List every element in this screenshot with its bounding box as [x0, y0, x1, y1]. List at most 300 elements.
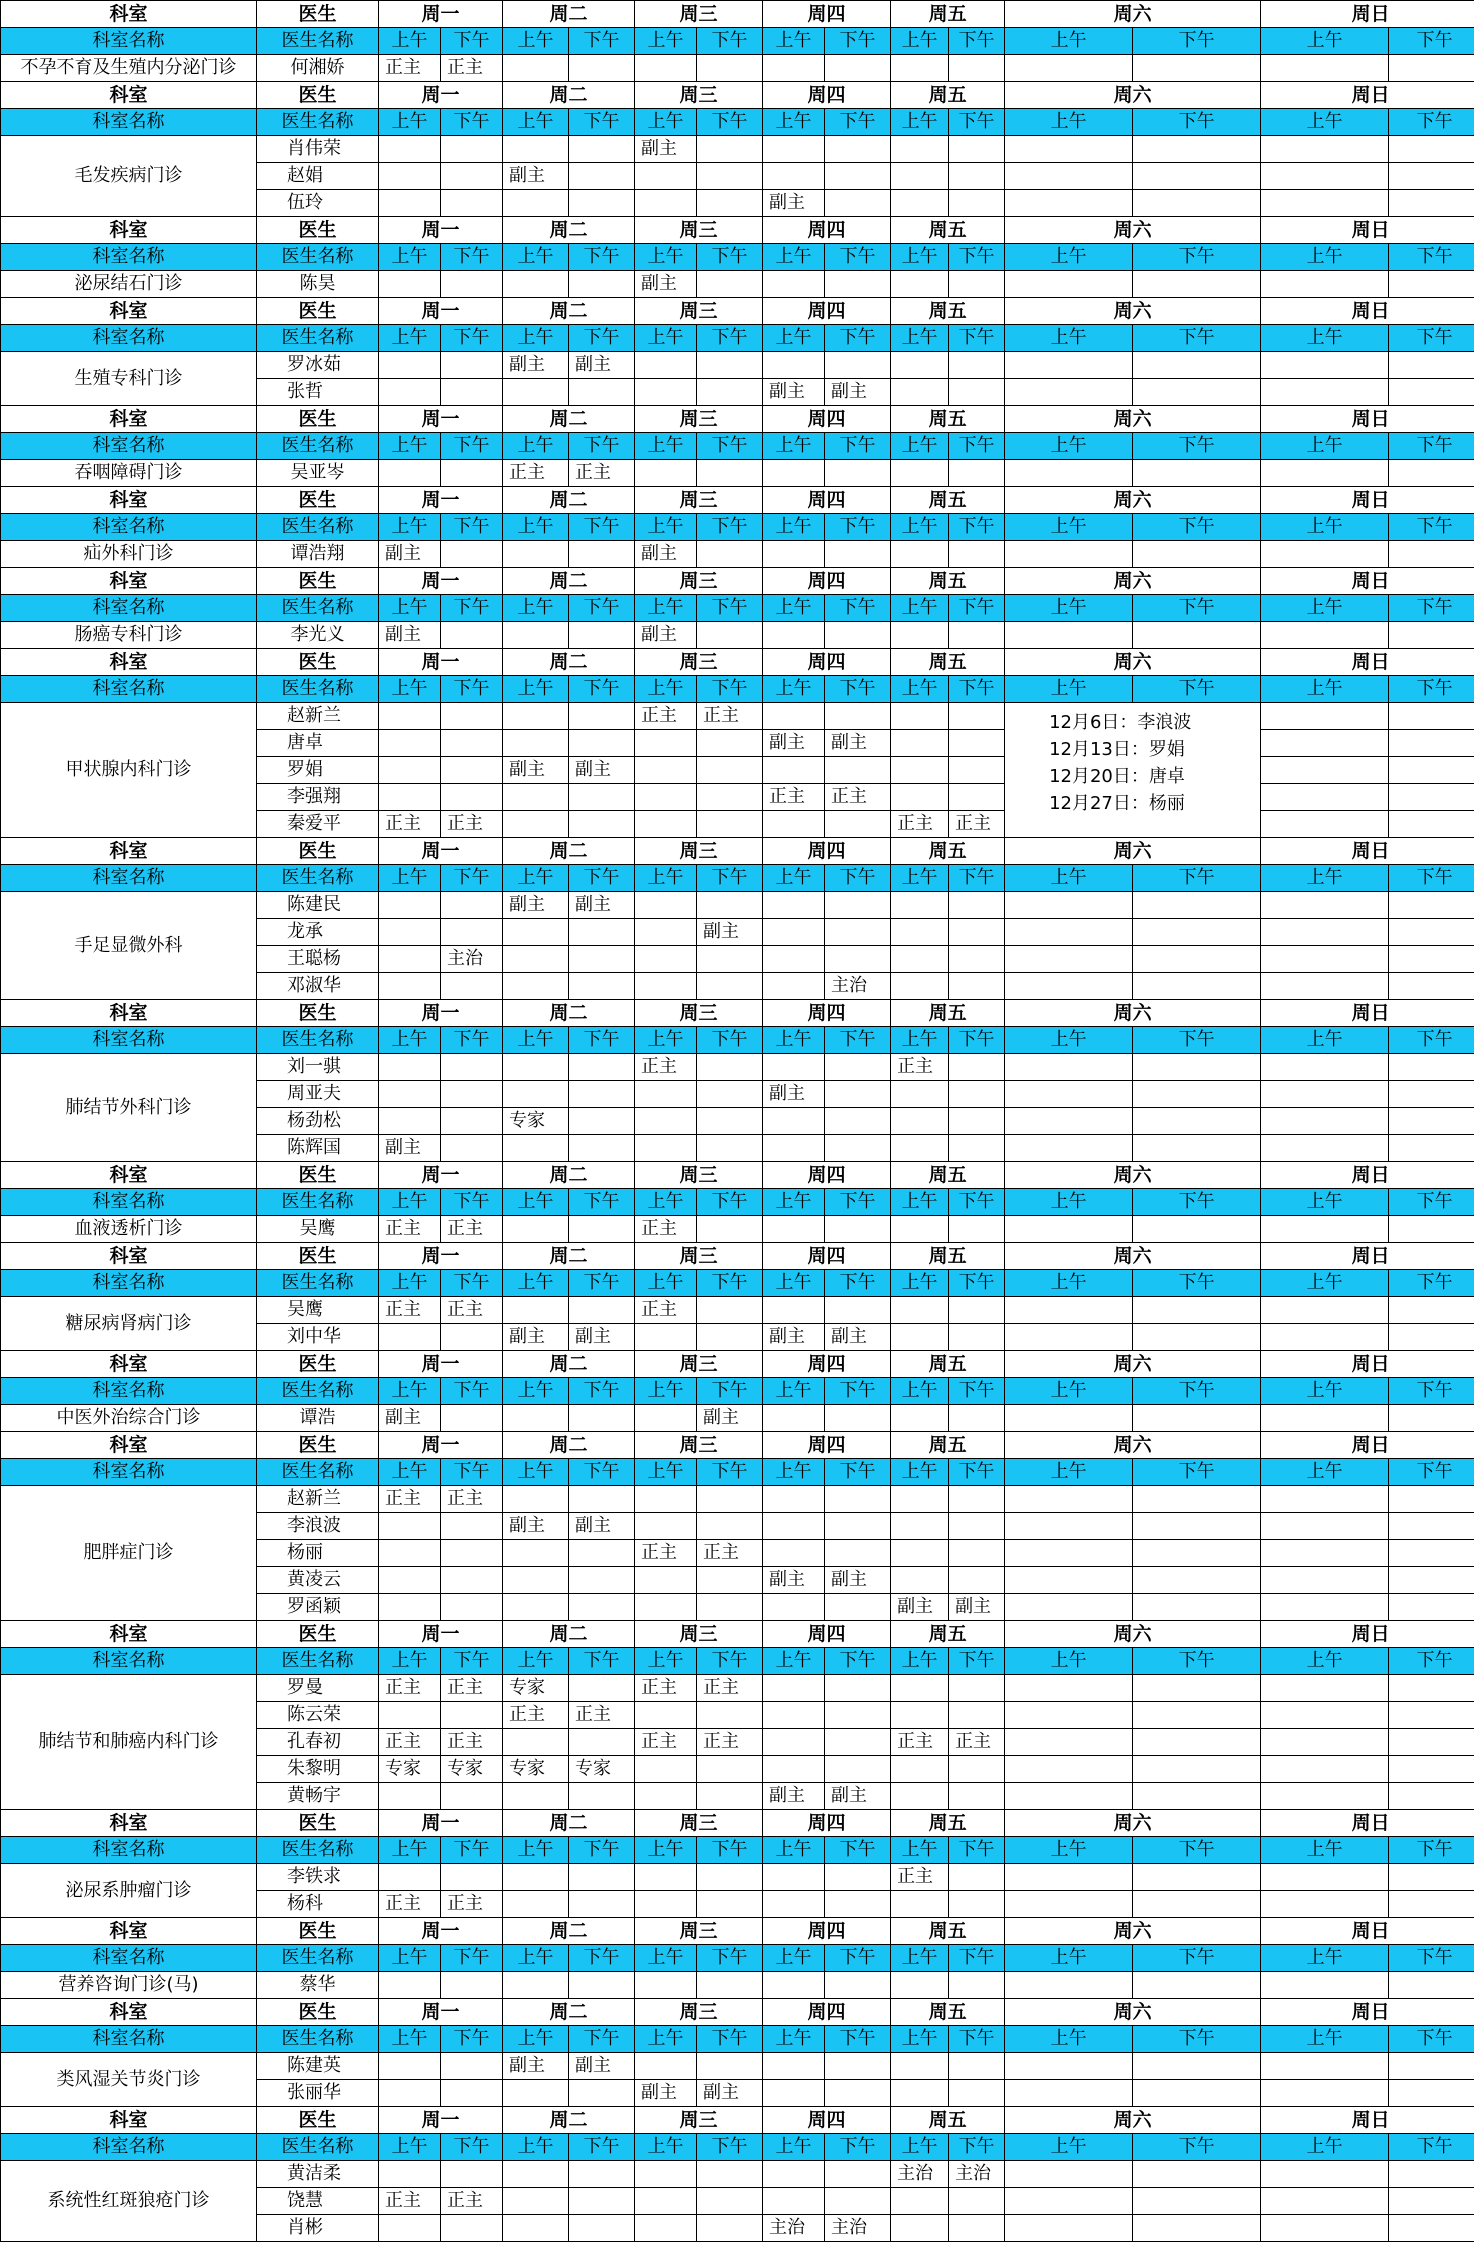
day-header: 周二: [503, 217, 635, 244]
shift-cell: [503, 55, 569, 82]
shift-cell: [763, 271, 825, 298]
shift-cell: [891, 919, 949, 946]
doctor-header: 医生: [257, 82, 379, 109]
section-header-row: [1, 568, 1474, 595]
pm-header: 下午: [441, 244, 503, 271]
doctor-name-cell: 何湘娇: [257, 55, 379, 82]
day-header: 周三: [635, 1162, 763, 1189]
am-header: 上午: [379, 1837, 441, 1864]
am-header: 上午: [763, 1189, 825, 1216]
shift-cell: [441, 1081, 503, 1108]
shift-cell: [763, 1486, 825, 1513]
section-subheader-row: [1, 1648, 1474, 1675]
shift-cell: 副主: [503, 2053, 569, 2080]
day-header: 周日: [1261, 568, 1474, 595]
shift-cell: [891, 1135, 949, 1162]
shift-cell: 副主: [503, 163, 569, 190]
doctor-name-cell: 陈云荣: [257, 1702, 379, 1729]
shift-cell: [379, 1864, 441, 1891]
shift-cell: [441, 622, 503, 649]
doctor-row: [1, 703, 1474, 730]
shift-cell: [503, 2215, 569, 2242]
pm-header: 下午: [949, 1945, 1005, 1972]
shift-cell: 正主: [891, 1054, 949, 1081]
schedule-body: [1, 1, 1474, 2242]
shift-cell: [1005, 2053, 1133, 2080]
pm-header: 下午: [949, 865, 1005, 892]
shift-cell: [503, 1594, 569, 1621]
dept-name-cell: 肺结节和肺癌内科门诊: [1, 1675, 257, 1810]
day-header: 周日: [1261, 1351, 1474, 1378]
shift-cell: 副主: [697, 1405, 763, 1432]
shift-cell: [949, 1567, 1005, 1594]
shift-cell: [1133, 892, 1261, 919]
pm-header: 下午: [1133, 1270, 1261, 1297]
dept-header: 科室: [1, 1, 257, 28]
day-header: 周日: [1261, 1000, 1474, 1027]
shift-cell: 正主: [891, 811, 949, 838]
shift-cell: 副主: [825, 1783, 891, 1810]
am-header: 上午: [1261, 1945, 1389, 1972]
doctor-header: 医生: [257, 487, 379, 514]
am-header: 上午: [379, 676, 441, 703]
shift-cell: [1389, 946, 1474, 973]
day-header: 周五: [891, 1999, 1005, 2026]
shift-cell: [1133, 352, 1261, 379]
shift-cell: [763, 1756, 825, 1783]
dept-name-cell: 手足显微外科: [1, 892, 257, 1000]
shift-cell: [635, 163, 697, 190]
pm-header: 下午: [949, 1189, 1005, 1216]
shift-cell: [1005, 1486, 1133, 1513]
shift-cell: [1261, 136, 1389, 163]
shift-cell: [1133, 919, 1261, 946]
dept-header: 科室: [1, 568, 257, 595]
am-header: 上午: [1261, 28, 1389, 55]
shift-cell: [763, 622, 825, 649]
shift-cell: 正主: [379, 55, 441, 82]
shift-cell: [1005, 1594, 1133, 1621]
pm-header: 下午: [569, 28, 635, 55]
shift-cell: [697, 892, 763, 919]
shift-cell: [763, 919, 825, 946]
pm-header: 下午: [949, 595, 1005, 622]
shift-cell: [503, 703, 569, 730]
day-header: 周五: [891, 838, 1005, 865]
pm-header: 下午: [949, 244, 1005, 271]
shift-cell: 正主: [441, 1891, 503, 1918]
shift-cell: [379, 1972, 441, 1999]
pm-header: 下午: [569, 1945, 635, 1972]
day-header: 周五: [891, 82, 1005, 109]
shift-cell: [569, 1054, 635, 1081]
shift-cell: [1005, 1540, 1133, 1567]
shift-cell: [763, 1891, 825, 1918]
am-header: 上午: [379, 2134, 441, 2161]
shift-cell: [1261, 271, 1389, 298]
shift-cell: [1261, 811, 1389, 838]
am-header: 上午: [503, 109, 569, 136]
shift-cell: [949, 1756, 1005, 1783]
doctor-name-cell: 肖伟荣: [257, 136, 379, 163]
shift-cell: [1005, 1675, 1133, 1702]
pm-header: 下午: [825, 514, 891, 541]
day-header: 周三: [635, 82, 763, 109]
pm-header: 下午: [1133, 1837, 1261, 1864]
shift-cell: [379, 460, 441, 487]
shift-cell: [825, 2053, 891, 2080]
am-header: 上午: [503, 1027, 569, 1054]
shift-cell: [1261, 622, 1389, 649]
shift-cell: [635, 1702, 697, 1729]
shift-cell: 副主: [569, 892, 635, 919]
day-header: 周四: [763, 1, 891, 28]
doctor-name-cell: 黄凌云: [257, 1567, 379, 1594]
shift-cell: [891, 1324, 949, 1351]
day-header: 周六: [1005, 487, 1261, 514]
shift-cell: [1261, 1972, 1389, 1999]
doctor-row: [1, 1054, 1474, 1081]
shift-cell: [825, 892, 891, 919]
shift-cell: [503, 1486, 569, 1513]
day-header: 周二: [503, 487, 635, 514]
shift-cell: [441, 2215, 503, 2242]
pm-header: 下午: [697, 1648, 763, 1675]
shift-cell: [1133, 1324, 1261, 1351]
shift-cell: [825, 2161, 891, 2188]
dept-name-cell: 类风湿关节炎门诊: [1, 2053, 257, 2107]
dept-header: 科室: [1, 838, 257, 865]
shift-cell: 正主: [697, 1675, 763, 1702]
shift-cell: [891, 1513, 949, 1540]
day-header: 周一: [379, 1621, 503, 1648]
section-subheader-row: [1, 676, 1474, 703]
shift-cell: [697, 1756, 763, 1783]
shift-cell: 副主: [697, 2080, 763, 2107]
day-header: 周日: [1261, 298, 1474, 325]
doctor-name-header: 医生名称: [257, 433, 379, 460]
dept-header: 科室: [1, 1999, 257, 2026]
pm-header: 下午: [1389, 109, 1474, 136]
shift-cell: [379, 271, 441, 298]
shift-cell: [1389, 1783, 1474, 1810]
am-header: 上午: [379, 1459, 441, 1486]
doctor-row: [1, 1405, 1474, 1432]
shift-cell: [569, 919, 635, 946]
day-header: 周日: [1261, 1162, 1474, 1189]
shift-cell: [1005, 190, 1133, 217]
day-header: 周四: [763, 1351, 891, 1378]
shift-cell: [825, 352, 891, 379]
day-header: 周四: [763, 217, 891, 244]
shift-cell: [503, 1054, 569, 1081]
doctor-header: 医生: [257, 1351, 379, 1378]
shift-cell: [1133, 55, 1261, 82]
am-header: 上午: [1261, 865, 1389, 892]
shift-cell: [763, 1135, 825, 1162]
shift-cell: [1005, 1567, 1133, 1594]
pm-header: 下午: [949, 109, 1005, 136]
am-header: 上午: [1005, 1459, 1133, 1486]
shift-cell: 副主: [379, 1135, 441, 1162]
dept-header: 科室: [1, 406, 257, 433]
pm-header: 下午: [949, 28, 1005, 55]
doctor-name-cell: 杨科: [257, 1891, 379, 1918]
pm-header: 下午: [825, 325, 891, 352]
shift-cell: [1133, 2053, 1261, 2080]
shift-cell: [1389, 55, 1474, 82]
am-header: 上午: [1005, 2134, 1133, 2161]
shift-cell: [635, 190, 697, 217]
day-header: 周五: [891, 487, 1005, 514]
am-header: 上午: [1261, 676, 1389, 703]
pm-header: 下午: [825, 28, 891, 55]
shift-cell: [949, 622, 1005, 649]
shift-cell: [379, 1540, 441, 1567]
am-header: 上午: [1005, 676, 1133, 703]
am-header: 上午: [635, 1027, 697, 1054]
shift-cell: [441, 1135, 503, 1162]
shift-cell: [825, 811, 891, 838]
day-header: 周五: [891, 406, 1005, 433]
shift-cell: [763, 811, 825, 838]
shift-cell: 副主: [503, 892, 569, 919]
shift-cell: [697, 946, 763, 973]
pm-header: 下午: [697, 325, 763, 352]
shift-cell: [949, 1540, 1005, 1567]
am-header: 上午: [635, 1459, 697, 1486]
shift-cell: [569, 2188, 635, 2215]
pm-header: 下午: [949, 676, 1005, 703]
shift-cell: [441, 1405, 503, 1432]
pm-header: 下午: [1389, 1270, 1474, 1297]
shift-cell: [697, 541, 763, 568]
shift-cell: [949, 2215, 1005, 2242]
section-subheader-row: [1, 1270, 1474, 1297]
shift-cell: 正主: [379, 1729, 441, 1756]
shift-cell: [763, 2053, 825, 2080]
shift-cell: 副主: [503, 352, 569, 379]
shift-cell: [379, 2053, 441, 2080]
shift-cell: [503, 973, 569, 1000]
day-header: 周一: [379, 217, 503, 244]
pm-header: 下午: [697, 1837, 763, 1864]
day-header: 周日: [1261, 1, 1474, 28]
shift-cell: [379, 973, 441, 1000]
shift-cell: [949, 730, 1005, 757]
saturday-note-line: 12月6日：李浪波: [1049, 709, 1191, 736]
shift-cell: [949, 1513, 1005, 1540]
day-header: 周一: [379, 1000, 503, 1027]
day-header: 周四: [763, 1000, 891, 1027]
doctor-name-cell: 黄畅宇: [257, 1783, 379, 1810]
shift-cell: 正主: [949, 811, 1005, 838]
day-header: 周日: [1261, 1243, 1474, 1270]
pm-header: 下午: [825, 244, 891, 271]
doctor-name-cell: 邓淑华: [257, 973, 379, 1000]
day-header: 周三: [635, 1000, 763, 1027]
pm-header: 下午: [1133, 1459, 1261, 1486]
am-header: 上午: [763, 865, 825, 892]
shift-cell: [825, 541, 891, 568]
shift-cell: [697, 1324, 763, 1351]
shift-cell: [1389, 1729, 1474, 1756]
shift-cell: [569, 1864, 635, 1891]
shift-cell: [441, 1567, 503, 1594]
shift-cell: [825, 1054, 891, 1081]
am-header: 上午: [1261, 1459, 1389, 1486]
pm-header: 下午: [1389, 1378, 1474, 1405]
shift-cell: 专家: [503, 1756, 569, 1783]
pm-header: 下午: [825, 1648, 891, 1675]
shift-cell: [441, 1108, 503, 1135]
pm-header: 下午: [697, 1378, 763, 1405]
shift-cell: [697, 460, 763, 487]
doctor-name-cell: 李浪波: [257, 1513, 379, 1540]
am-header: 上午: [503, 2134, 569, 2161]
shift-cell: 正主: [441, 1486, 503, 1513]
shift-cell: [763, 163, 825, 190]
pm-header: 下午: [697, 28, 763, 55]
shift-cell: [1389, 1864, 1474, 1891]
shift-cell: [891, 460, 949, 487]
am-header: 上午: [1005, 1270, 1133, 1297]
shift-cell: [697, 271, 763, 298]
shift-cell: [825, 1081, 891, 1108]
doctor-row: [1, 271, 1474, 298]
pm-header: 下午: [569, 325, 635, 352]
pm-header: 下午: [1389, 676, 1474, 703]
shift-cell: [1389, 2161, 1474, 2188]
shift-cell: 正主: [441, 811, 503, 838]
pm-header: 下午: [569, 865, 635, 892]
am-header: 上午: [763, 595, 825, 622]
doctor-row: [1, 892, 1474, 919]
shift-cell: [441, 892, 503, 919]
shift-cell: [763, 55, 825, 82]
shift-cell: [1133, 946, 1261, 973]
shift-cell: [1005, 271, 1133, 298]
shift-cell: [1133, 460, 1261, 487]
shift-cell: [1389, 1405, 1474, 1432]
shift-cell: [697, 1297, 763, 1324]
doctor-name-cell: 张丽华: [257, 2080, 379, 2107]
shift-cell: 正主: [635, 1054, 697, 1081]
shift-cell: [1389, 1702, 1474, 1729]
pm-header: 下午: [1389, 1945, 1474, 1972]
section-subheader-row: [1, 1459, 1474, 1486]
am-header: 上午: [379, 325, 441, 352]
dept-name-cell: 中医外治综合门诊: [1, 1405, 257, 1432]
pm-header: 下午: [1133, 1648, 1261, 1675]
dept-name-header: 科室名称: [1, 865, 257, 892]
day-header: 周三: [635, 1999, 763, 2026]
am-header: 上午: [891, 1270, 949, 1297]
shift-cell: [569, 1081, 635, 1108]
shift-cell: [635, 379, 697, 406]
am-header: 上午: [1261, 595, 1389, 622]
doctor-name-header: 医生名称: [257, 1378, 379, 1405]
shift-cell: [1005, 1702, 1133, 1729]
shift-cell: [891, 271, 949, 298]
am-header: 上午: [763, 1027, 825, 1054]
pm-header: 下午: [1133, 514, 1261, 541]
shift-cell: [1389, 1486, 1474, 1513]
day-header: 周三: [635, 1918, 763, 1945]
section-header-row: [1, 82, 1474, 109]
shift-cell: [441, 460, 503, 487]
doctor-header: 医生: [257, 568, 379, 595]
shift-cell: [949, 1405, 1005, 1432]
dept-name-header: 科室名称: [1, 2026, 257, 2053]
shift-cell: [825, 622, 891, 649]
doctor-name-cell: 饶慧: [257, 2188, 379, 2215]
shift-cell: [891, 1486, 949, 1513]
dept-name-header: 科室名称: [1, 1459, 257, 1486]
shift-cell: [825, 55, 891, 82]
shift-cell: 正主: [697, 1729, 763, 1756]
shift-cell: [891, 163, 949, 190]
shift-cell: [697, 2161, 763, 2188]
shift-cell: [1261, 1108, 1389, 1135]
shift-cell: [379, 1054, 441, 1081]
pm-header: 下午: [569, 1648, 635, 1675]
am-header: 上午: [503, 325, 569, 352]
shift-cell: [379, 1513, 441, 1540]
shift-cell: [441, 190, 503, 217]
section-header-row: [1, 1000, 1474, 1027]
am-header: 上午: [379, 1648, 441, 1675]
day-header: 周五: [891, 1243, 1005, 1270]
shift-cell: [763, 1540, 825, 1567]
shift-cell: [1261, 757, 1389, 784]
shift-cell: [763, 892, 825, 919]
day-header: 周五: [891, 1351, 1005, 1378]
day-header: 周六: [1005, 568, 1261, 595]
day-header: 周三: [635, 1351, 763, 1378]
dept-header: 科室: [1, 1243, 257, 1270]
am-header: 上午: [503, 1189, 569, 1216]
pm-header: 下午: [569, 433, 635, 460]
shift-cell: [379, 1324, 441, 1351]
shift-cell: [763, 136, 825, 163]
shift-cell: [1133, 1783, 1261, 1810]
shift-cell: [441, 352, 503, 379]
shift-cell: [379, 1108, 441, 1135]
day-header: 周六: [1005, 1999, 1261, 2026]
am-header: 上午: [891, 244, 949, 271]
shift-cell: [1389, 973, 1474, 1000]
section-header-row: [1, 1243, 1474, 1270]
section-header-row: [1, 1810, 1474, 1837]
shift-cell: 正主: [379, 1675, 441, 1702]
day-header: 周二: [503, 298, 635, 325]
shift-cell: [697, 730, 763, 757]
dept-name-cell: 营养咨询门诊(马): [1, 1972, 257, 1999]
am-header: 上午: [763, 28, 825, 55]
doctor-row: [1, 541, 1474, 568]
shift-cell: [1261, 1783, 1389, 1810]
doctor-name-cell: 谭浩翔: [257, 541, 379, 568]
pm-header: 下午: [569, 676, 635, 703]
shift-cell: [1005, 1891, 1133, 1918]
shift-cell: [569, 811, 635, 838]
day-header: 周六: [1005, 1243, 1261, 1270]
day-header: 周六: [1005, 1621, 1261, 1648]
dept-header: 科室: [1, 1432, 257, 1459]
doctor-name-cell: 刘一骐: [257, 1054, 379, 1081]
shift-cell: [1389, 271, 1474, 298]
